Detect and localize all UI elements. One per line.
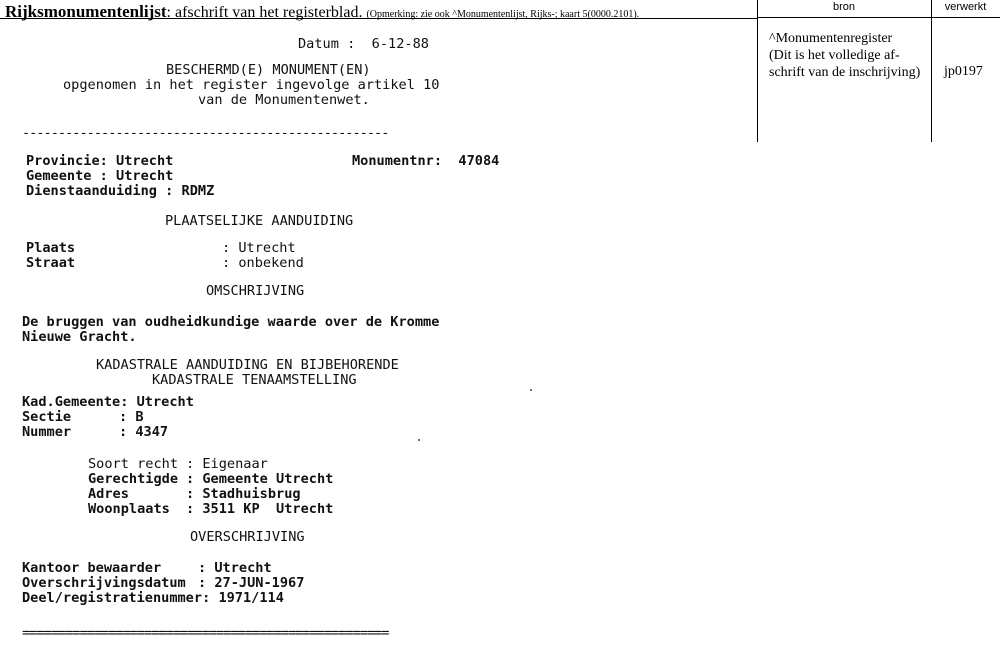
paper-speck xyxy=(418,439,420,441)
equals-separator: =================================================== xyxy=(22,625,389,641)
monumentnr-label: Monumentnr xyxy=(352,153,434,169)
section-overschrijving: OVERSCHRIJVING xyxy=(190,529,305,545)
bron-line: (Dit is het volledige af- xyxy=(769,48,900,63)
table-header-divider xyxy=(757,17,1000,18)
gerechtigde-label: Gerechtigde xyxy=(88,471,179,487)
woonplaats-value-line: : 3511 KP Utrecht xyxy=(186,501,334,517)
gemeente-value: Utrecht xyxy=(116,168,174,184)
section-omschrijving: OMSCHRIJVING xyxy=(206,283,305,299)
kantoor-value-line: : Utrecht xyxy=(198,560,272,576)
dienst-line: Dienstaanduiding : RDMZ xyxy=(26,183,215,199)
woonplaats-value: 3511 KP Utrecht xyxy=(202,501,334,517)
section-plaatselijke-aanduiding: PLAATSELIJKE AANDUIDING xyxy=(165,213,354,229)
plaats-value-line: : Utrecht xyxy=(222,240,296,256)
heading-register-article: opgenomen in het register ingevolge artikel 10 xyxy=(63,77,440,93)
soort-value: Eigenaar xyxy=(202,456,268,472)
kantoor-label: Kantoor bewaarder xyxy=(22,560,162,576)
straat-value-line: : onbekend xyxy=(222,255,304,271)
overdatum-value: 27-JUN-1967 xyxy=(214,575,305,591)
datum-line: Datum : 6-12-88 xyxy=(298,36,429,52)
verwerkt-cell: jp0197 xyxy=(944,64,983,79)
deel-value: 1971/114 xyxy=(218,590,284,606)
page-subtitle: : afschrift van het registerblad. xyxy=(166,4,363,21)
table-border-middle xyxy=(931,0,932,142)
plaats-value: Utrecht xyxy=(238,240,296,256)
omschrijving-text-1: De bruggen van oudheidkundige waarde over de Kromme xyxy=(22,314,440,330)
provincie-label: Provincie: Utrecht xyxy=(26,153,174,169)
soort-label: Soort recht xyxy=(88,456,179,472)
provincie-value: Utrecht xyxy=(116,153,174,169)
bron-line: schrift van de inschrijving) xyxy=(769,65,921,80)
heading-protected-monument: BESCHERMD(E) MONUMENT(EN) xyxy=(166,62,371,78)
header-divider xyxy=(0,18,757,19)
monumentnr-value: 47084 xyxy=(458,153,500,169)
section-kadastrale-2: KADASTRALE TENAAMSTELLING xyxy=(152,372,357,388)
column-header-bron: bron xyxy=(832,1,856,13)
table-border-left xyxy=(757,0,758,142)
datum-label: Datum xyxy=(298,36,339,52)
dienst-value: RDMZ xyxy=(181,183,215,199)
header-note: (Opmerking: zie ook ^Monumentenlijst, Rijks-; kaart 5(0000.2101). xyxy=(366,9,640,20)
omschrijving-text-2: Nieuwe Gracht. xyxy=(22,329,137,345)
kadgem-line: Kad.Gemeente: Utrecht xyxy=(22,394,194,410)
sectie-value-line: : B xyxy=(119,409,144,425)
bron-cell xyxy=(769,30,931,81)
paper-speck xyxy=(530,389,532,391)
overdatum-value-line: : 27-JUN-1967 xyxy=(198,575,305,591)
monumentnr-line: Monumentnr: 47084 xyxy=(352,153,500,169)
kadgem-value: Utrecht xyxy=(136,394,194,410)
deel-label: Deel/registratienummer xyxy=(22,590,203,606)
heading-monumentenwet: van de Monumentenwet. xyxy=(198,92,370,108)
overdatum-label: Overschrijvingsdatum xyxy=(22,575,186,591)
nummer-label: Nummer xyxy=(22,424,72,440)
dienst-label: Dienstaanduiding xyxy=(26,183,157,199)
bron-line: ^Monumentenregister xyxy=(769,31,893,46)
adres-value-line: : Stadhuisbrug xyxy=(186,486,301,502)
register-document xyxy=(22,34,582,639)
nummer-value-line: : 4347 xyxy=(119,424,169,440)
soort-value-line: : Eigenaar xyxy=(186,456,268,472)
dash-separator: --------------------------------------------------- xyxy=(22,125,389,141)
gerechtigde-value: Gemeente Utrecht xyxy=(202,471,334,487)
gemeente-label: Gemeente xyxy=(26,168,92,184)
kantoor-value: Utrecht xyxy=(214,560,272,576)
deel-line: Deel/registratienummer: 1971/114 xyxy=(22,590,284,606)
adres-value: Stadhuisbrug xyxy=(202,486,301,502)
kadgem-label: Kad.Gemeente xyxy=(22,394,121,410)
section-kadastrale-1: KADASTRALE AANDUIDING EN BIJBEHORENDE xyxy=(96,357,399,373)
adres-label: Adres xyxy=(88,486,129,502)
source-table xyxy=(757,0,1000,142)
nummer-value: 4347 xyxy=(135,424,169,440)
page-title: Rijksmonumentenlijst xyxy=(5,2,167,21)
gerechtigde-value-line: : Gemeente Utrecht xyxy=(186,471,334,487)
plaats-label: Plaats xyxy=(26,240,76,256)
sectie-label: Sectie xyxy=(22,409,72,425)
gemeente-line: Gemeente : Utrecht xyxy=(26,168,174,184)
provincie-label-text: Provincie xyxy=(26,153,100,169)
woonplaats-label: Woonplaats xyxy=(88,501,170,517)
straat-label: Straat xyxy=(26,255,76,271)
sectie-value: B xyxy=(135,409,144,425)
straat-value: onbekend xyxy=(238,255,304,271)
column-header-verwerkt: verwerkt xyxy=(944,1,987,13)
datum-value: 6-12-88 xyxy=(371,36,429,52)
